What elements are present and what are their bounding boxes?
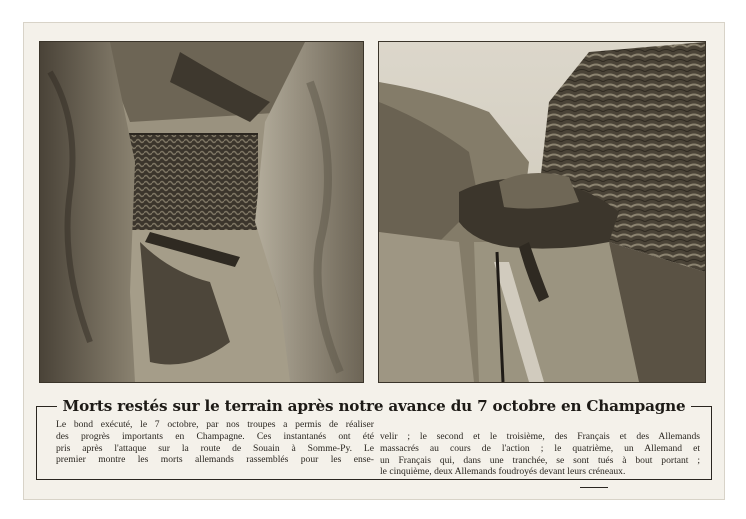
caption-line: pris après l'attaque sur la route de Souain à Somme-Py. Le [56,442,374,454]
caption-column-right [380,431,700,478]
photo-trench-soldiers [378,41,706,383]
headline [24,397,724,415]
photo-trench-soldiers-image [379,42,705,382]
magazine-page [23,22,725,500]
caption-column-left [56,419,374,466]
caption-line: velir ; le second et le troisième, des Français et des Allemands [380,431,700,442]
photo-trench-wicker-wall [39,41,364,383]
caption-line: massacrés au cours de l'action ; le quatrième, un Allemand et [380,442,700,454]
photo-trench-wicker-wall-image [40,42,363,382]
caption-line: premier montre les morts allemands rassemblés pour les ense- [56,454,374,466]
footer-rule [580,487,608,488]
headline-text: Morts restés sur le terrain après notre avance du 7 octobre en Champagne [57,397,692,415]
caption-line: Le bond exécuté, le 7 octobre, par nos troupes a permis de réaliser [56,419,374,430]
caption-line: le cinquième, deux Allemands foudroyés devant leurs créneaux. [380,466,626,478]
caption-line: des progrès importants en Champagne. Ces instantanés ont été [56,430,374,442]
caption-line: un Français qui, dans une tranchée, se sont tués à bout portant ; [380,454,700,466]
